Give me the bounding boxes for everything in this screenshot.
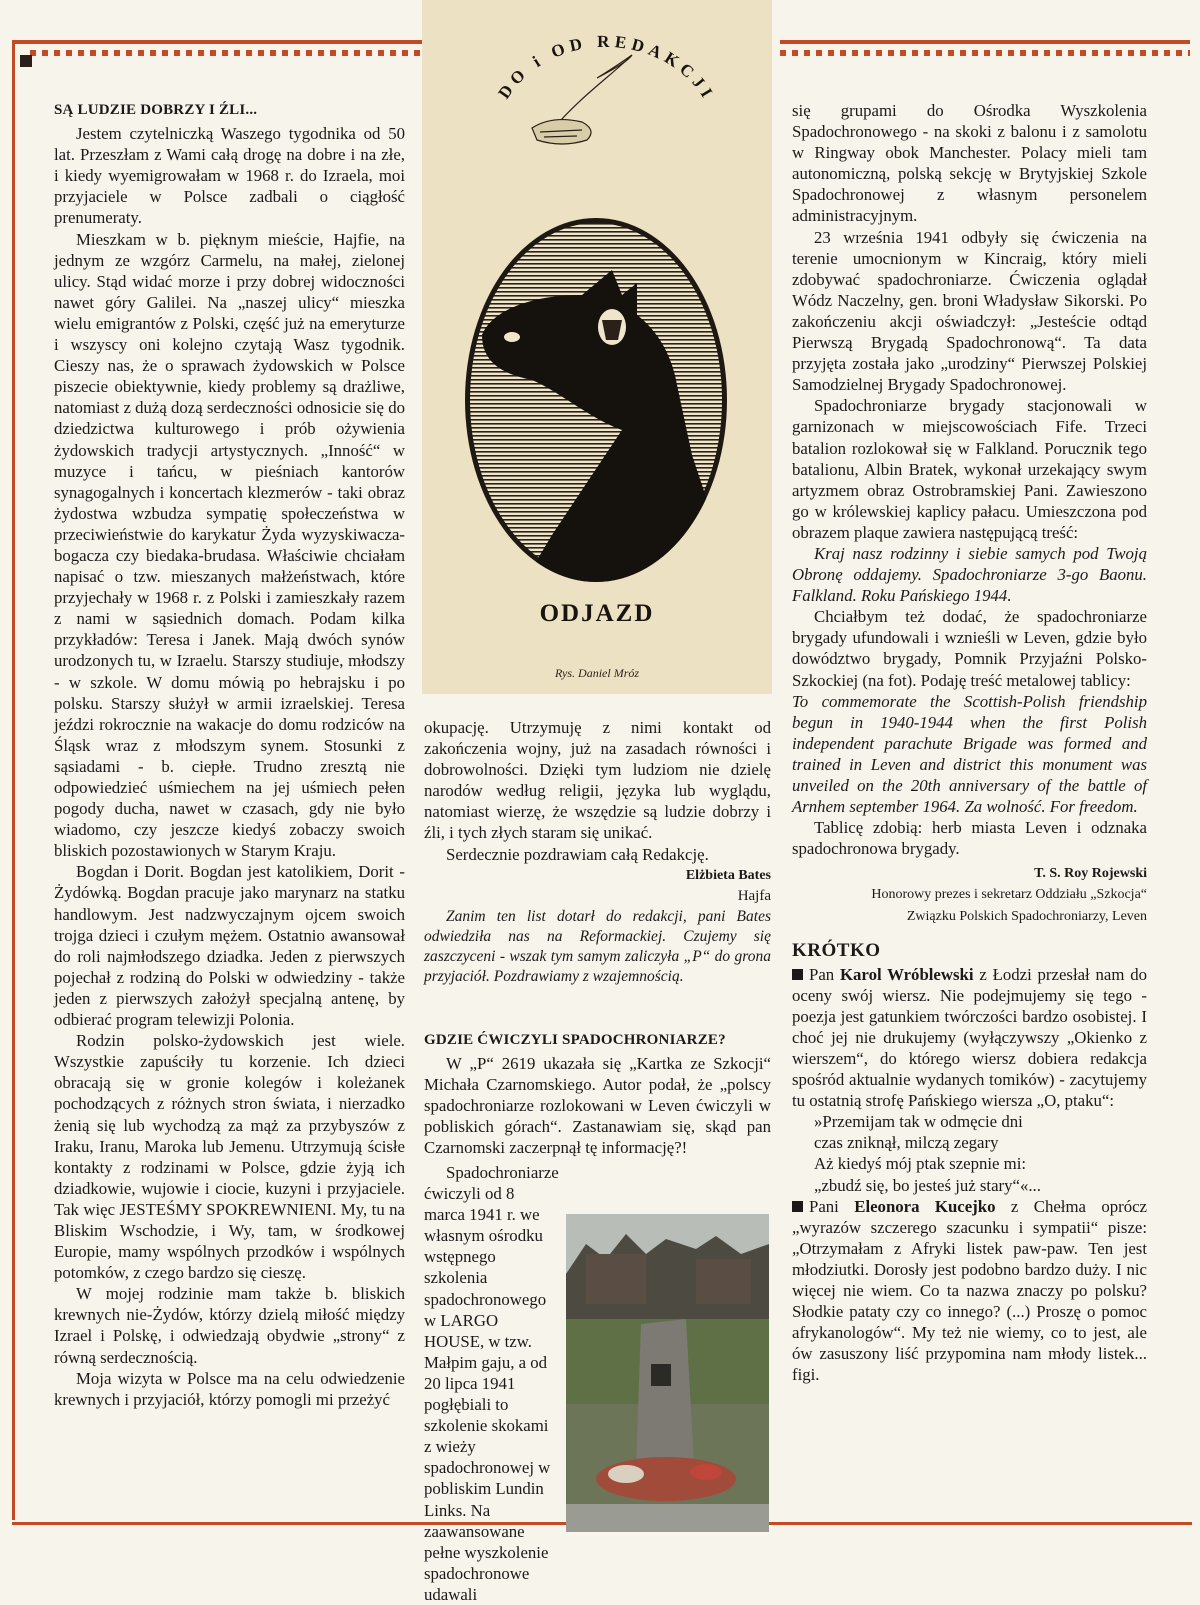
- paragraph: Chciałbym też dodać, że spadochroniarze brygady ufundowali i wznieśli w Leven, gdzie było dowództwo brygady, Pomnik Przyjaźni Polsko-Szkockiej (na fot). Podaję treść metalowej tablicy:: [792, 607, 1147, 690]
- letter1-continuation: [424, 717, 771, 987]
- letter1-heading: SĄ LUDZIE DOBRZY I ŹLI...: [54, 102, 258, 118]
- section-header: DO i OD REDAKCJI: [494, 31, 719, 105]
- paragraph: Mieszkam w b. pięknym mieście, Hajfie, na jednym ze wzgórz Carmelu, na małej, zielonej ulicy. Stąd widać morze i przy dobrej widoczności nawet góry Galilei. Na „naszej ulicy“ mieszka wielu emigrantów z Polski, część już na emeryturze i wszyscy oni kolejno czytają Wasz tygodnik. Cieszy nas, że o sprawach żydowskich w Polsce piszecie obiektywnie, kiedy problemy są drażliwe, natomiast z dużą dozą serdeczności odnosicie się do dziedzictwa kulturowego i prób ożywienia żydowskich tradycji artystycznych. „Inność“ w muzyce i tańcu, w pieśniach kantorów synagogalnych i koncertach klezmerów - taki obraz żydostwa wzbudza sympatię społeczeństwa w przeciwieństwie do karykatur Żyda wyzyskiwacza-bogacza czy biedaka-brudasa. Właściwie chciałam napisać o tzw. mieszanych małżeństwach, które przyjechały w 1968 r. z Polski i zamieszkały razem z nami w sąsiednich domach. Podam kilka przykładów: Teresa i Janek. Mają dwóch synów urodzonych tu, w Izraelu. Starszy studiuje, młodszy - w szkole. W domu mówią po hebrajsku i po polsku. Starszy służył w armii izraelskiej. Teresa jeździ rokrocznie na wakacje do domu rodziców na Śląsk wraz z młodszym synem. Stosunki z sąsiadami - b. ciepłe. Trudno zresztą nie odpowiedzieć uśmiechem na jej uśmiech pełen pogody ducha, nawet w czasach, gdy nie było wiadomo, czy jeszcze kiedyś zobaczy swoich bliskich pozostawionych w Starym Kraju.: [54, 229, 405, 861]
- letter1-signature: Elżbieta Bates: [685, 867, 771, 883]
- bullet-icon: [792, 969, 803, 980]
- author-name: Karol Wróblewski: [839, 964, 974, 984]
- eye-icon: [504, 332, 520, 342]
- top-border-dots-right: [780, 50, 1190, 56]
- svg-text:DO i OD REDAKCJI: [494, 32, 718, 105]
- paragraph: Moja wizyta w Polsce ma na celu odwiedzenie krewnych i przyjaciół, którzy pomogli mi przeżyć: [54, 1368, 405, 1409]
- top-border-dots-left: [30, 50, 422, 56]
- paragraph: Tablicę zdobią: herb miasta Leven i odznaka spadochronowa brygady.: [792, 818, 1147, 859]
- letter2-intro: [424, 1030, 771, 1159]
- left-border: [12, 40, 15, 1520]
- illustration-credit: Rys. Daniel Mróz: [554, 666, 640, 680]
- paragraph: 23 września 1941 odbyły się ćwiczenia na terenie umocnionym w Kincraig, który mieli zdobywać spadochroniarze. Ćwiczenia oglądał Wódz Naczelny, gen. broni Władysław Sikorski. Po zakończeniu akcji oświadczył: „Jesteście odtąd Pierwszą Brygadą Spadochronową“. Ta data przyjęta została jako „urodziny“ Pierwszej Polskiej Samodzielnej Brygady Spadochronowej.: [792, 227, 1147, 395]
- letter2-title-1: Honorowy prezes i sekretarz Oddziału „Szkocja“: [871, 887, 1147, 903]
- krotko-heading: KRÓTKO: [792, 940, 881, 962]
- bullet-icon: [792, 1201, 803, 1212]
- poem-line: »Przemijam tak w odmęcie dni: [814, 1112, 1023, 1132]
- letter2-column-right: [792, 100, 1147, 1385]
- illustration-title: ODJAZD: [539, 600, 655, 627]
- poem-line: Aż kiedyś mój ptak szepnie mi:: [814, 1154, 1027, 1174]
- top-border-left: [12, 40, 422, 44]
- letter1-column: [54, 100, 405, 1410]
- paragraph: Spadochroniarze ćwiczyli od 8 marca 1941 r. we własnym ośrodku wstępnego szkolenia spadochronowego w LARGO HOUSE, w tzw. Małpim gaju, a od 20 lipca 1941 pogłębiali to szkolenie skokami z wieży spadochronowej w pobliskim Lundin Links. Na zaawansowane pełne wyszkolenie spadochronowe udawali: [424, 1163, 559, 1604]
- editorial-panel: [422, 0, 772, 694]
- paragraph: Rodzin polsko-żydowskich jest wiele. Wszystkie zapuściły tu korzenie. Ich dzieci obracają się w gronie kolegów i koleżanek pochodzących z różnych stron świata, i nierzadko żenią się lub wychodzą za mąż za przybyszów z Iraku, Iranu, Maroka lub Jemenu. Utrzymują ścisłe kontakty z rodzinami w Polsce, gdzie żyją ich dziadkowie, wujowie i ciocie, kuzyni i przyjaciele. Tak więc JESTEŚMY SPOKREWNIENI. My, tu na Bliskim Wschodzie, i Wy, tam, w środkowej Europie, mamy wspólnych przodków i wspólnych potomków, z czego bardzo się cieszę.: [54, 1031, 405, 1283]
- section-header-arc: [422, 0, 772, 180]
- paragraph: Bogdan i Dorit. Bogdan jest katolikiem, Dorit - Żydówką. Bogdan pracuje jako marynarz na statku handlowym. Jest nadzwyczajnym ojcem swoich trojga dzieci i czułym mężem. Ostatnio awansował do roli najmłodszego dziadka. Jeden z pierwszych pojechał z rodziną do Polski w odwiedziny - także jeden z pierwszych założył specjalną antenę, by odbierać program telewizji Polonia.: [54, 862, 405, 1030]
- paragraph: Spadochroniarze brygady stacjonowali w garnizonach w miejscowościach Fife. Trzeci batalion rozlokował się w Falkland. Porucznik tego batalionu, Albin Bratek, wykonał urzekający swym artyzmem obraz Ostrobramskiej Pani. Zawieszono go w królewskiej kaplicy pałacu. Umieszczona pod obrazem plaque zawiera następującą treść:: [792, 396, 1147, 542]
- paragraph: Serdecznie pozdrawiam całą Redakcję.: [446, 844, 709, 864]
- paragraph: Jestem czytelniczką Waszego tygodnika od 50 lat. Przeszłam z Wami całą drogę na dobre i na złe, i kiedy wyemigrowałam w 1968 r. do Izraela, moi przyjaciele w Polsce zadbali o ciągłość prenumeraty.: [54, 124, 405, 228]
- corner-mark: [20, 55, 32, 67]
- plaque-quote: Kraj nasz rodzinny i siebie samych pod Twoją Obronę oddajemy. Spadochroniarze 3-go Baonu. Falkland. Roku Pańskiego 1944.: [792, 543, 1147, 606]
- monument-plaque-text: To commemorate the Scottish-Polish friendship begun in 1940-1944 when the first Polish independent parachute Brigade was formed and trained in Leven and district this monument was unveiled on the 20th anniversary of the battle of Arnhem september 1964. Za wolność. For freedom.: [792, 691, 1147, 817]
- letter1-place: Hajfa: [737, 887, 771, 904]
- paragraph: W mojej rodzinie mam także b. bliskich krewnych nie-Żydów, którzy dzielą miłość między Izrael i Polskę, i odwiedzają obydwie „strony“ z równą serdecznością.: [54, 1284, 405, 1367]
- top-border-right: [780, 40, 1190, 44]
- poem-line: „zbudź się, bo jesteś już stary“«...: [814, 1175, 1041, 1195]
- letter2-title-2: Związku Polskich Spadochroniarzy, Leven: [906, 909, 1147, 925]
- krotko-item-2: Pani Eleonora Kucejko z Chełma oprócz „wyrazów szczerego szacunku i sympatii“ pisze: „Otrzymałam z Afryki listek paw-paw. Ten jest młodziutki. Dorosły jest podobno bardzo duży. I nic więcej nie wiem. Co ta nazwa znaczy po polsku? Słodkie pataty czy co innego? (...) Proszę o pomoc afrykanologów“. My też nie wiemy, co to jest, ale ów zasuszony liść przypomina nam młody listek... figi.: [792, 1196, 1147, 1385]
- odjazd-woodcut: [462, 215, 730, 585]
- editor-note: Zanim ten list dotarł do redakcji, pani Bates odwiedziła nas na Reformackiej. Czujemy się zaszczyceni - wszak tym samym zaliczyła „P“ do grona przyjaciół. Pozdrawiamy z wzajemnością.: [424, 907, 771, 985]
- monument-stone: [636, 1319, 694, 1469]
- letter2-signature: T. S. Roy Rojewski: [1034, 866, 1147, 882]
- paragraph: się grupami do Ośrodka Wyszkolenia Spadochronowego - na skoki z balonu i z samolotu w Ringway obok Manchester. Polacy mieli tam autonomiczną, polską sekcję w Brytyjskiej Szkole Spadochronowej z własnym personelem administracyjnym.: [792, 101, 1147, 226]
- quill-pen-icon: [532, 55, 632, 144]
- letter2-wrap: [424, 1162, 559, 1605]
- author-name: Eleonora Kucejko: [854, 1196, 996, 1216]
- poem-line: czas zniknął, milczą zegary: [814, 1133, 999, 1153]
- paragraph: okupację. Utrzymuję z nimi kontakt od zakończenia wojny, już na zasadach równości i dobrowolności. Dzięki tym ludziom nie dzielę narodów według religii, języka lub wyglądu, natomiast wierzę, że wszędzie są ludzie dobrzy i źli, i tych złych staram się unikać.: [424, 718, 771, 843]
- monument-photo: [566, 1214, 769, 1532]
- krotko-item-1: Pan Karol Wróblewski z Łodzi przesłał nam do oceny swój wiersz. Nie podejmujemy się tego - poezja jest gatunkiem twórczości bardzo osobistej. I choć jej nie drukujemy (wyłączywszy „Okienko z wierszem“, do którego wiersz dobiera redakcja spośród aktualnie wydanych tomików) - zacytujemy tu ostatnią strofę Pańskiego wiersza „O, ptaku“:: [792, 964, 1147, 1111]
- letter2-heading: GDZIE ĆWICZYLI SPADOCHRONIARZE?: [424, 1032, 726, 1048]
- metal-plaque: [651, 1364, 671, 1386]
- paragraph: W „P“ 2619 ukazała się „Kartka ze Szkocji“ Michała Czarnomskiego. Autor podał, że „polscy spadochroniarze rozlokowani w Leven ćwiczyli w pobliskich górach“. Zastanawiam się, skąd pan Czarnomski zaczerpnął tę informację?!: [424, 1054, 771, 1158]
